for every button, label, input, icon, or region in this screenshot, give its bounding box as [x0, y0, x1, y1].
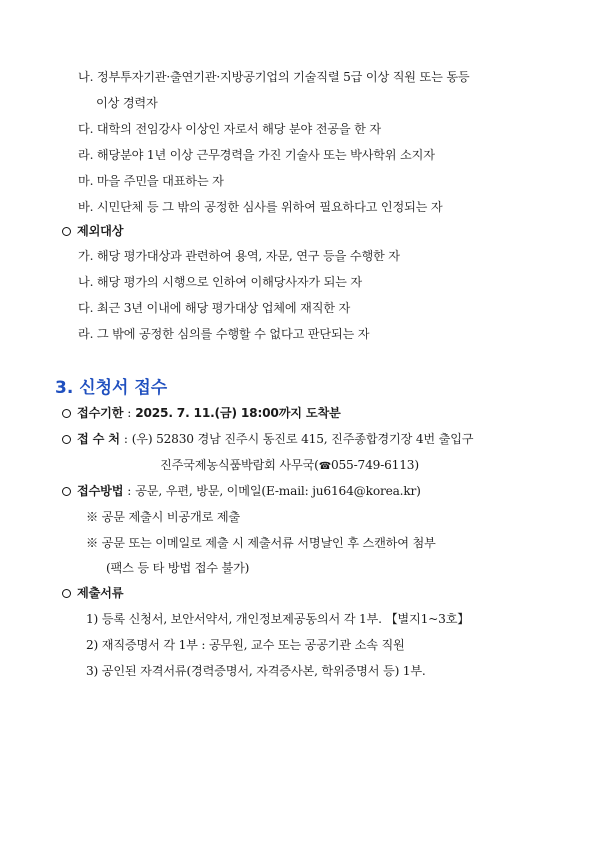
exclusion-item-na: 나. 해당 평가의 시행으로 인하여 이해당사자가 되는 자 — [78, 275, 363, 289]
docs-heading — [62, 585, 123, 601]
colon-separator: : — [127, 484, 132, 498]
colon-separator: : — [127, 406, 132, 420]
docs-heading-label: 제출서류 — [77, 586, 124, 600]
qualification-item-ma: 마. 마을 주민을 대표하는 자 — [78, 174, 224, 188]
address-row — [62, 431, 473, 447]
section-title: 3. 신청서 접수 — [55, 378, 168, 398]
circle-bullet-icon — [62, 435, 71, 444]
method-value: 공문, 우편, 방문, 이메일(E-mail: ju6164@korea.kr) — [135, 484, 421, 498]
circle-bullet-icon — [62, 227, 71, 236]
qualification-item-na-continuation: 이상 경력자 — [96, 96, 158, 110]
circle-bullet-icon — [62, 409, 71, 418]
doc-item: 2) 재직증명서 각 1부 : 공무원, 교수 또는 공공기관 소속 직원 — [86, 638, 405, 652]
exclusion-heading — [62, 223, 123, 239]
address-line-2-prefix: 진주국제농식품박람회 사무국( — [160, 458, 319, 472]
circle-bullet-icon — [62, 487, 71, 496]
circle-bullet-icon — [62, 589, 71, 598]
qualification-item-na: 나. 정부투자기관·출연기관·지방공기업의 기술직렬 5급 이상 직원 또는 동등 — [78, 70, 470, 84]
exclusion-item-da: 다. 최근 3년 이내에 해당 평가대상 업체에 재직한 자 — [78, 301, 351, 315]
phone-icon: ☎ — [318, 461, 331, 472]
deadline-value: 2025. 7. 11.(금) 18:00까지 도착분 — [135, 406, 341, 420]
method-label: 접수방법 — [77, 484, 124, 498]
doc-item: 3) 공인된 자격서류(경력증명서, 자격증사본, 학위증명서 등) 1부. — [86, 664, 426, 678]
address-label: 접 수 처 — [77, 432, 120, 446]
exclusion-item-ra: 라. 그 밖에 공정한 심의를 수행할 수 없다고 판단되는 자 — [78, 327, 370, 341]
exclusion-item-ga: 가. 해당 평가대상과 관련하여 용역, 자문, 연구 등을 수행한 자 — [78, 249, 400, 263]
method-row — [62, 483, 421, 499]
address-line-2 — [160, 457, 419, 475]
colon-separator: : — [123, 432, 128, 446]
note-item: ※ 공문 또는 이메일로 제출 시 제출서류 서명날인 후 스캔하여 첨부 — [86, 536, 436, 550]
exclusion-heading-label: 제외대상 — [77, 224, 124, 238]
doc-item: 1) 등록 신청서, 보안서약서, 개인정보제공동의서 각 1부. 【별지1~3호】 — [86, 612, 470, 626]
deadline-label: 접수기한 — [77, 406, 124, 420]
phone-number: 055-749-6113) — [330, 458, 419, 472]
qualification-item-ra: 라. 해당분야 1년 이상 근무경력을 가진 기술사 또는 박사학위 소지자 — [78, 148, 435, 162]
note-item-continuation: (팩스 등 타 방법 접수 불가) — [106, 561, 250, 575]
address-line-1: (우) 52830 경남 진주시 동진로 415, 진주종합경기장 4번 출입구 — [131, 432, 474, 446]
qualification-item-da: 다. 대학의 전임강사 이상인 자로서 해당 분야 전공을 한 자 — [78, 122, 381, 136]
deadline-row — [62, 405, 341, 421]
qualification-item-ba: 바. 시민단체 등 그 밖의 공정한 심사를 위하여 필요하다고 인정되는 자 — [78, 200, 443, 214]
note-item: ※ 공문 제출시 비공개로 제출 — [86, 510, 240, 524]
